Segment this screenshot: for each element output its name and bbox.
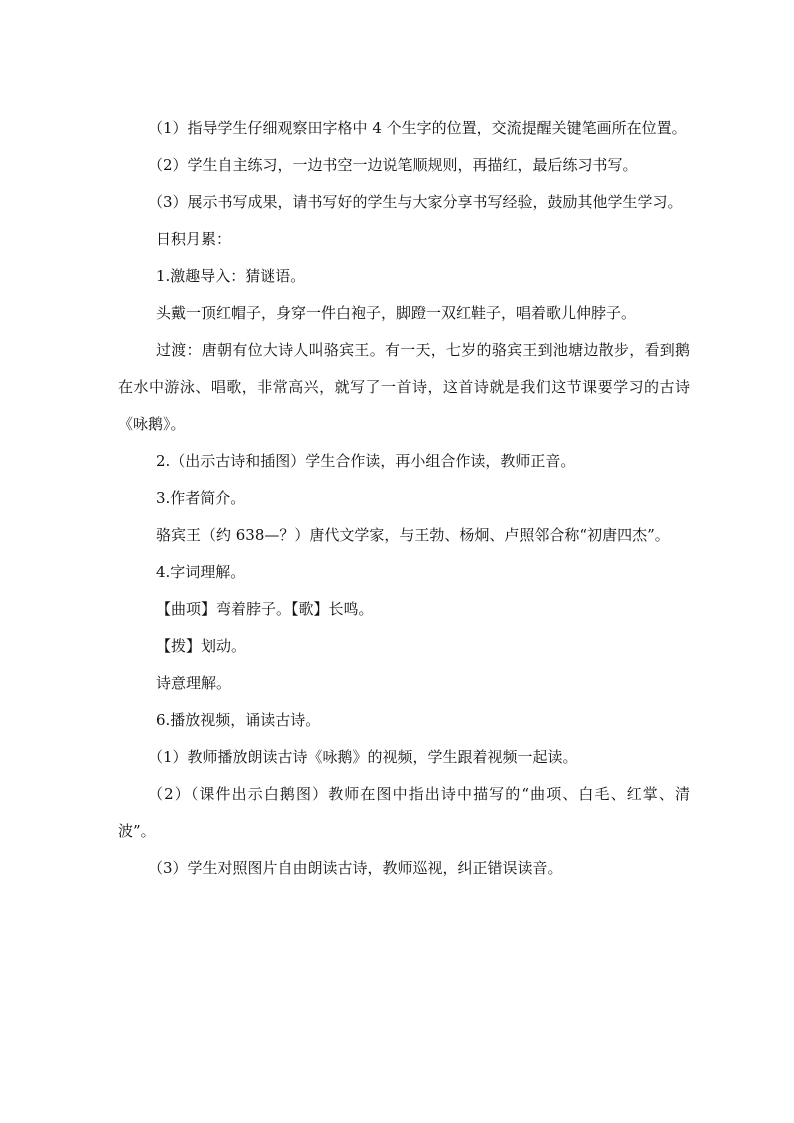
paragraph-self-practice: （2）学生自主练习，一边书空一边说笔顺规则，再描红，最后练习书写。 [148,156,638,174]
paragraph-transition: 过渡：唐朝有位大诗人叫骆宾王。有一天，七岁的骆宾王到池塘边散步，看到鹅在水中游泳、唱歌，非常高兴，就写了一首诗，这首诗就是我们这节课要学习的古诗《咏鹅》。 [118,341,690,433]
paragraph-riddle-text: 头戴一顶红帽子，身穿一件白袍子，脚蹬一双红鞋子，唱着歌儿伸脖子。 [156,304,637,322]
paragraph-vocab-bo: 【拨】划动。 [156,637,247,655]
paragraph-daily-accumulation: 日积月累： [156,230,232,248]
paragraph-video-reading: （1）教师播放朗读古诗《咏鹅》的视频，学生跟着视频一起读。 [148,748,578,766]
paragraph-author-bio: 骆宾王（约 638—？）唐代文学家，与王勃、杨炯、卢照邻合称“初唐四杰”。 [156,526,670,544]
paragraph-vocab-heading: 4.字词理解。 [156,563,246,581]
paragraph-riddle-intro: 1.激趣导入：猜谜语。 [156,267,306,285]
paragraph-observe-characters: （1）指导学生仔细观察田字格中 4 个生字的位置，交流提醒关键笔画所在位置。 [148,119,687,137]
paragraph-show-results: （3）展示书写成果，请书写好的学生与大家分享书写经验，鼓励其他学生学习。 [148,193,683,211]
paragraph-white-goose-image: （2）（课件出示白鹅图）教师在图中指出诗中描写的“曲项、白毛、红掌、清波”。 [118,785,690,840]
document-body [118,110,690,887]
paragraph-vocab-quxiang: 【曲项】弯着脖子。【歌】长鸣。 [156,600,374,618]
paragraph-author-heading: 3.作者简介。 [156,489,246,507]
paragraph-free-reading: （3）学生对照图片自由朗读古诗，教师巡视，纠正错误读音。 [148,859,563,877]
paragraph-play-video: 6.播放视频，诵读古诗。 [156,711,321,729]
paragraph-poem-meaning: 诗意理解。 [156,674,232,692]
paragraph-group-reading: 2.（出示古诗和插图）学生合作读，再小组合作读，教师正音。 [156,452,576,470]
